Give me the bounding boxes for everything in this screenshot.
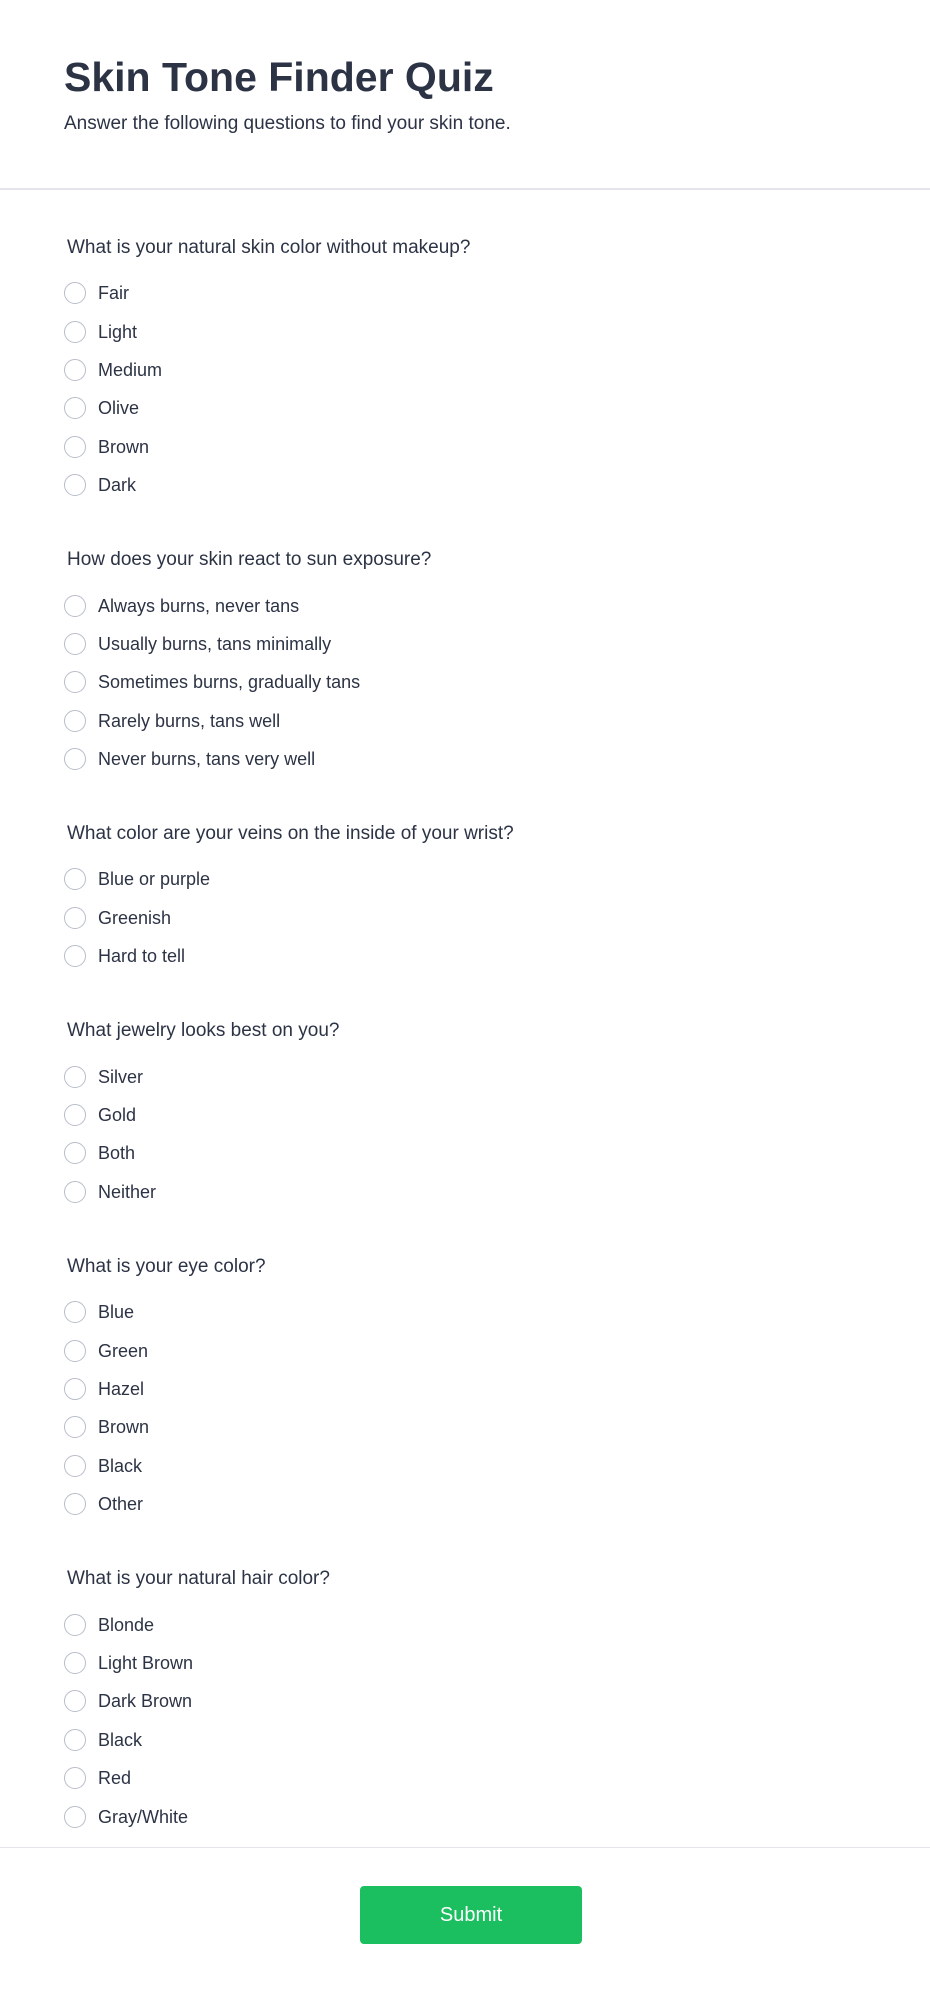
radio-button[interactable] xyxy=(64,945,86,967)
question-label: What is your natural hair color? xyxy=(67,1568,330,1590)
form-footer xyxy=(0,1847,930,1997)
radio-option[interactable] xyxy=(64,1331,866,1369)
radio-button[interactable] xyxy=(64,474,86,496)
question-label: How does your skin react to sun exposure? xyxy=(67,549,432,571)
radio-button[interactable] xyxy=(64,1378,86,1400)
radio-option[interactable] xyxy=(64,860,866,898)
radio-button[interactable] xyxy=(64,1690,86,1712)
radio-button[interactable] xyxy=(64,1493,86,1515)
radio-button[interactable] xyxy=(64,710,86,732)
radio-option-label[interactable]: Brown xyxy=(98,1417,150,1438)
radio-option[interactable] xyxy=(64,1605,866,1643)
radio-option[interactable] xyxy=(64,389,866,427)
radio-option[interactable] xyxy=(64,663,866,701)
radio-option[interactable] xyxy=(64,1408,866,1446)
question-group xyxy=(64,236,866,504)
radio-option-label[interactable]: Black xyxy=(98,1729,143,1750)
radio-option[interactable] xyxy=(64,899,866,937)
radio-option-label[interactable]: Never burns, tans very well xyxy=(98,749,316,770)
question-group xyxy=(64,1255,866,1523)
radio-option-label[interactable]: Neither xyxy=(98,1181,157,1202)
radio-button[interactable] xyxy=(64,1301,86,1323)
radio-option-label[interactable]: Light xyxy=(98,321,138,342)
radio-option-label[interactable]: Red xyxy=(98,1768,132,1789)
radio-option-label[interactable]: Usually burns, tans minimally xyxy=(98,633,332,654)
radio-option-label[interactable]: Gold xyxy=(98,1105,137,1126)
radio-button[interactable] xyxy=(64,1455,86,1477)
radio-option-label[interactable]: Both xyxy=(98,1143,136,1164)
radio-button[interactable] xyxy=(64,671,86,693)
radio-option-label[interactable]: Silver xyxy=(98,1066,144,1087)
radio-option-label[interactable]: Greenish xyxy=(98,907,172,928)
radio-option-label[interactable]: Light Brown xyxy=(98,1652,194,1673)
radio-option[interactable] xyxy=(64,702,866,740)
question-label: What is your natural skin color without makeup? xyxy=(67,237,471,258)
radio-option-label[interactable]: Blonde xyxy=(98,1614,155,1635)
radio-button[interactable] xyxy=(64,436,86,458)
radio-button[interactable] xyxy=(64,1416,86,1438)
question-group xyxy=(64,1019,866,1211)
radio-button[interactable] xyxy=(64,282,86,304)
radio-option[interactable] xyxy=(64,274,866,312)
radio-option-label[interactable]: Dark Brown xyxy=(98,1691,193,1712)
radio-option[interactable] xyxy=(64,428,866,466)
radio-button[interactable] xyxy=(64,359,86,381)
radio-option[interactable] xyxy=(64,1797,866,1835)
radio-button[interactable] xyxy=(64,1181,86,1203)
radio-option-label[interactable]: Green xyxy=(98,1340,149,1361)
radio-option-label[interactable]: Sometimes burns, gradually tans xyxy=(98,672,361,693)
radio-option[interactable] xyxy=(64,1447,866,1485)
radio-button[interactable] xyxy=(64,397,86,419)
radio-button[interactable] xyxy=(64,595,86,617)
question-group xyxy=(64,1567,866,1835)
radio-option-label[interactable]: Hazel xyxy=(98,1379,145,1399)
radio-option[interactable] xyxy=(64,1759,866,1797)
radio-option[interactable] xyxy=(64,1096,866,1134)
radio-option-label[interactable]: Blue or purple xyxy=(98,869,211,890)
radio-button[interactable] xyxy=(64,1767,86,1789)
radio-button[interactable] xyxy=(64,748,86,770)
radio-button[interactable] xyxy=(64,1614,86,1636)
radio-option[interactable] xyxy=(64,1721,866,1759)
form-header xyxy=(0,0,930,190)
radio-option[interactable] xyxy=(64,1134,866,1172)
radio-option[interactable] xyxy=(64,740,866,778)
radio-button[interactable] xyxy=(64,633,86,655)
radio-option[interactable] xyxy=(64,1173,866,1211)
radio-button[interactable] xyxy=(64,1104,86,1126)
radio-button[interactable] xyxy=(64,1652,86,1674)
submit-button[interactable]: Submit xyxy=(360,1886,582,1944)
radio-option[interactable] xyxy=(64,1485,866,1523)
radio-option-label[interactable]: Other xyxy=(98,1494,144,1515)
radio-option[interactable] xyxy=(64,1644,866,1682)
radio-option[interactable] xyxy=(64,351,866,389)
radio-option-label[interactable]: Olive xyxy=(98,398,140,419)
radio-option-label[interactable]: Fair xyxy=(98,283,129,304)
radio-option-label[interactable]: Rarely burns, tans well xyxy=(98,710,281,731)
radio-button[interactable] xyxy=(64,907,86,929)
question-label: What color are your veins on the inside of your wrist? xyxy=(67,823,514,845)
radio-option[interactable] xyxy=(64,625,866,663)
radio-option[interactable] xyxy=(64,466,866,504)
radio-button[interactable] xyxy=(64,1806,86,1828)
radio-option-label[interactable]: Brown xyxy=(98,436,150,457)
question-label: What is your eye color? xyxy=(67,1256,266,1278)
radio-button[interactable] xyxy=(64,1066,86,1088)
radio-option-label[interactable]: Hard to tell xyxy=(98,946,186,967)
radio-option[interactable] xyxy=(64,312,866,350)
radio-option[interactable] xyxy=(64,1682,866,1720)
radio-button[interactable] xyxy=(64,321,86,343)
radio-option[interactable] xyxy=(64,1370,866,1408)
radio-button[interactable] xyxy=(64,1340,86,1362)
radio-option[interactable] xyxy=(64,586,866,624)
question-group xyxy=(64,548,866,778)
question-label: What jewelry looks best on you? xyxy=(67,1020,340,1042)
radio-option-label[interactable]: Blue xyxy=(98,1302,135,1323)
radio-button[interactable] xyxy=(64,1729,86,1751)
radio-option-label[interactable]: Medium xyxy=(98,359,163,380)
page-subtitle: Answer the following questions to find your skin tone. xyxy=(64,113,511,134)
radio-option[interactable] xyxy=(64,937,866,975)
radio-option-label[interactable]: Black xyxy=(98,1455,143,1476)
radio-option-label[interactable]: Dark xyxy=(98,475,137,496)
radio-button[interactable] xyxy=(64,868,86,890)
radio-option-label[interactable]: Gray/White xyxy=(98,1806,189,1827)
question-group xyxy=(64,822,866,975)
quiz-form xyxy=(0,190,930,1836)
radio-option[interactable] xyxy=(64,1057,866,1095)
radio-option-label[interactable]: Always burns, never tans xyxy=(98,595,300,616)
radio-button[interactable] xyxy=(64,1142,86,1164)
radio-option[interactable] xyxy=(64,1293,866,1331)
page-title: Skin Tone Finder Quiz xyxy=(64,54,494,100)
